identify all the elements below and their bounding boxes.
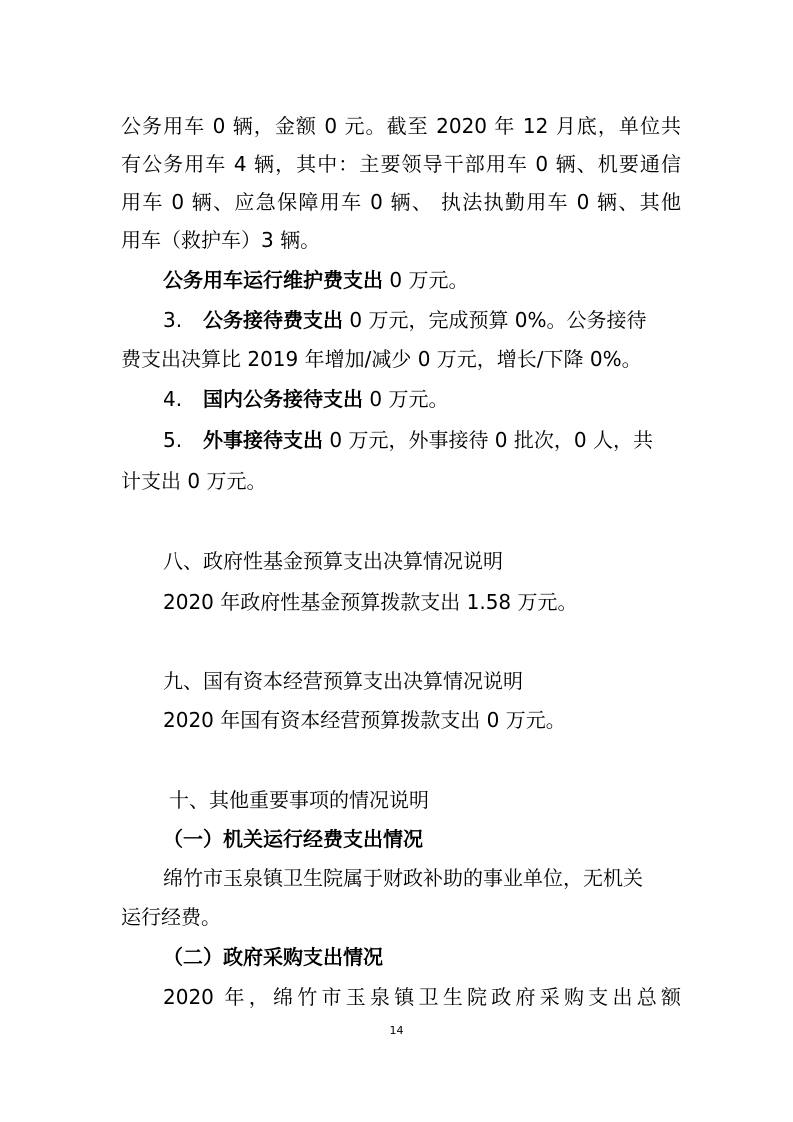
- line-text: 0 万元，外事接待 0 批次，0 人，共: [323, 428, 653, 452]
- item-number: 5.: [163, 428, 183, 452]
- paragraph-line: 有公务用车 4 辆，其中：主要领导干部用车 0 辆、机要通信: [121, 152, 681, 176]
- item-number: 4.: [163, 387, 183, 411]
- section-10-heading: 十、其他重要事项的情况说明: [169, 788, 429, 812]
- bold-heading: （一）机关运行经费支出情况: [163, 827, 423, 851]
- bold-label: 外事接待支出: [203, 428, 323, 452]
- section-8-body: 2020 年政府性基金预算拨款支出 1.58 万元。: [163, 590, 578, 614]
- paragraph-line: 计支出 0 万元。: [121, 469, 267, 493]
- paragraph-line: 公务用车 0 辆，金额 0 元。截至 2020 年 12 月底，单位共: [121, 114, 681, 138]
- bold-label: 公务接待费支出: [203, 308, 343, 332]
- line-text: 0 万元，完成预算 0%。公务接待: [343, 308, 647, 332]
- paragraph-line: 绵竹市玉泉镇卫生院属于财政补助的事业单位，无机关: [163, 866, 643, 890]
- subsection-2-heading: [163, 943, 723, 971]
- paragraph-line: 运行经费。: [121, 905, 221, 929]
- item-4-line: [163, 385, 723, 413]
- paragraph-line: 费支出决算比 2019 年增加/减少 0 万元，增长/下降 0%。: [121, 347, 642, 371]
- section-9-heading: 九、国有资本经营预算支出决算情况说明: [163, 669, 523, 693]
- bold-heading: （二）政府采购支出情况: [163, 945, 383, 969]
- item-number: 3.: [163, 308, 183, 332]
- paragraph-line: 用车 0 辆、应急保障用车 0 辆、 执法执勤用车 0 辆、其他: [121, 190, 681, 214]
- subsection-1-heading: [163, 825, 723, 853]
- page-number: 14: [389, 1024, 404, 1037]
- item-3-line: [163, 306, 723, 334]
- bold-label: 公务用车运行维护费支出: [163, 268, 383, 292]
- paragraph-line: 用车（救护车）3 辆。: [121, 228, 321, 252]
- paragraph-line: 2020 年，绵竹市玉泉镇卫生院政府采购支出总额: [163, 985, 681, 1009]
- bold-label: 国内公务接待支出: [203, 387, 363, 411]
- section-8-heading: 八、政府性基金预算支出决算情况说明: [163, 549, 503, 573]
- section-9-body: 2020 年国有资本经营预算拨款支出 0 万元。: [163, 708, 566, 732]
- item-5-line: [163, 426, 723, 454]
- line-text: 0 万元。: [363, 387, 449, 411]
- line-text: 0 万元。: [383, 268, 469, 292]
- vehicle-maintenance-line: [163, 266, 723, 294]
